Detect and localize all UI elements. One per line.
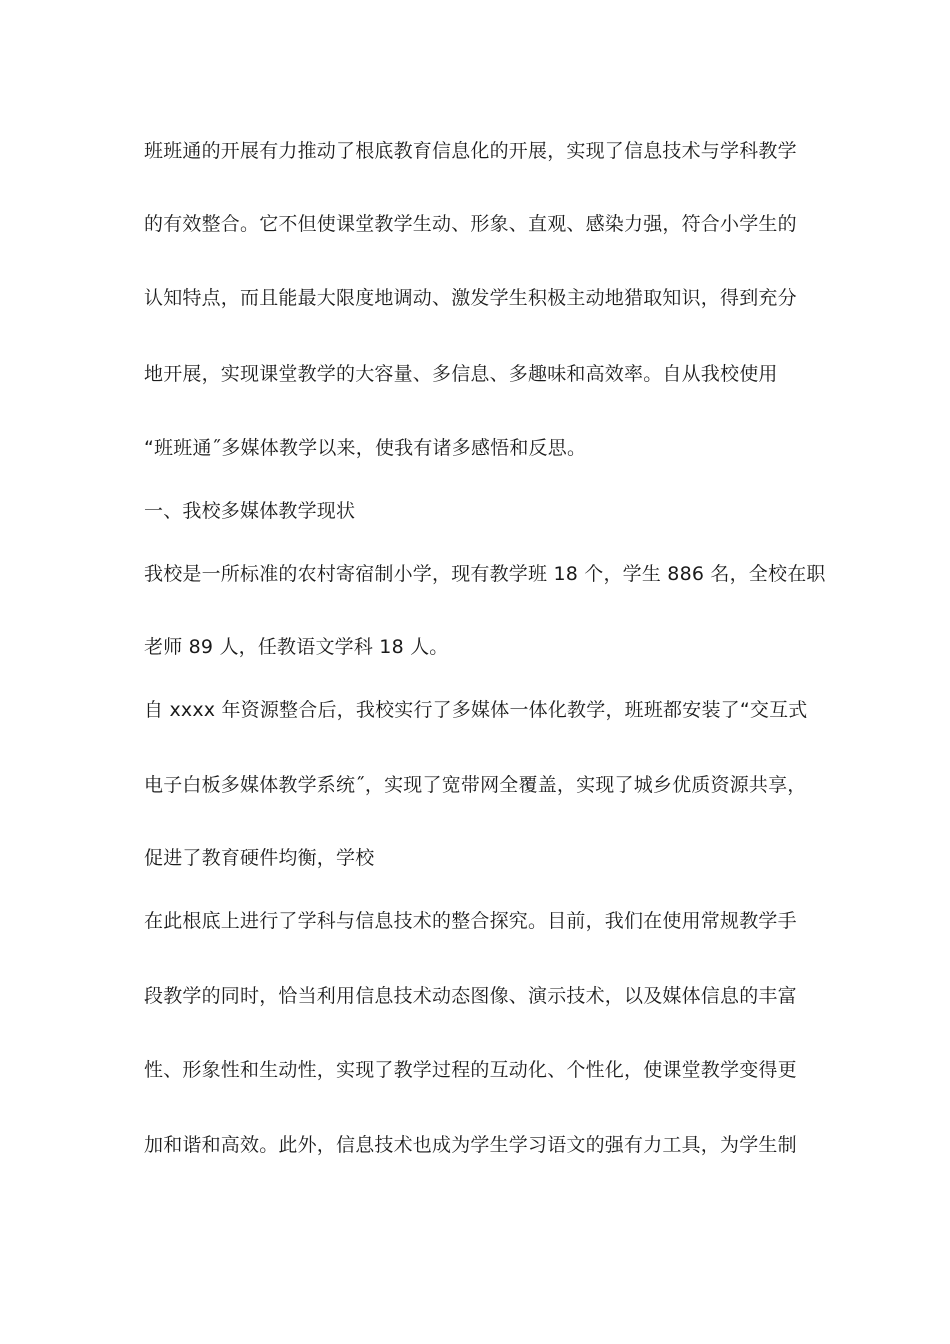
paragraph-2-line-1: 我校是一所标准的农村寄宿制小学，现有教学班 18 个，学生 886 名，全校在职	[144, 563, 826, 585]
paragraph-1-line-4: 地开展，实现课堂教学的大容量、多信息、多趣味和高效率。自从我校使用	[144, 363, 778, 385]
paragraph-4-line-2: 段教学的同时，恰当利用信息技术动态图像、演示技术，以及媒体信息的丰富	[144, 985, 797, 1007]
paragraph-3-line-3: 促进了教育硬件均衡，学校	[144, 847, 375, 869]
paragraph-3-line-1: 自 xxxx 年资源整合后，我校实行了多媒体一体化教学，班班都安装了“交互式	[144, 699, 808, 721]
paragraph-1-line-2: 的有效整合。它不但使课堂教学生动、形象、直观、感染力强，符合小学生的	[144, 213, 797, 235]
paragraph-2-line-2: 老师 89 人，任教语文学科 18 人。	[144, 636, 449, 658]
paragraph-4-line-1: 在此根底上进行了学科与信息技术的整合探究。目前，我们在使用常规教学手	[144, 910, 797, 932]
paragraph-1-line-1: 班班通的开展有力推动了根底教育信息化的开展，实现了信息技术与学科教学	[144, 140, 797, 162]
paragraph-1-line-3: 认知特点，而且能最大限度地调动、激发学生积极主动地猎取知识，得到充分	[144, 287, 797, 309]
paragraph-4-line-3: 性、形象性和生动性，实现了教学过程的互动化、个性化，使课堂教学变得更	[144, 1059, 797, 1081]
paragraph-1-line-5: “班班通˝多媒体教学以来，使我有诸多感悟和反思。	[144, 437, 587, 459]
paragraph-3-line-2: 电子白板多媒体教学系统˝，实现了宽带网全覆盖，实现了城乡优质资源共享，	[144, 774, 807, 796]
section-heading: 一、我校多媒体教学现状	[144, 500, 356, 522]
paragraph-4-line-4: 加和谐和高效。此外，信息技术也成为学生学习语文的强有力工具，为学生制	[144, 1134, 797, 1156]
